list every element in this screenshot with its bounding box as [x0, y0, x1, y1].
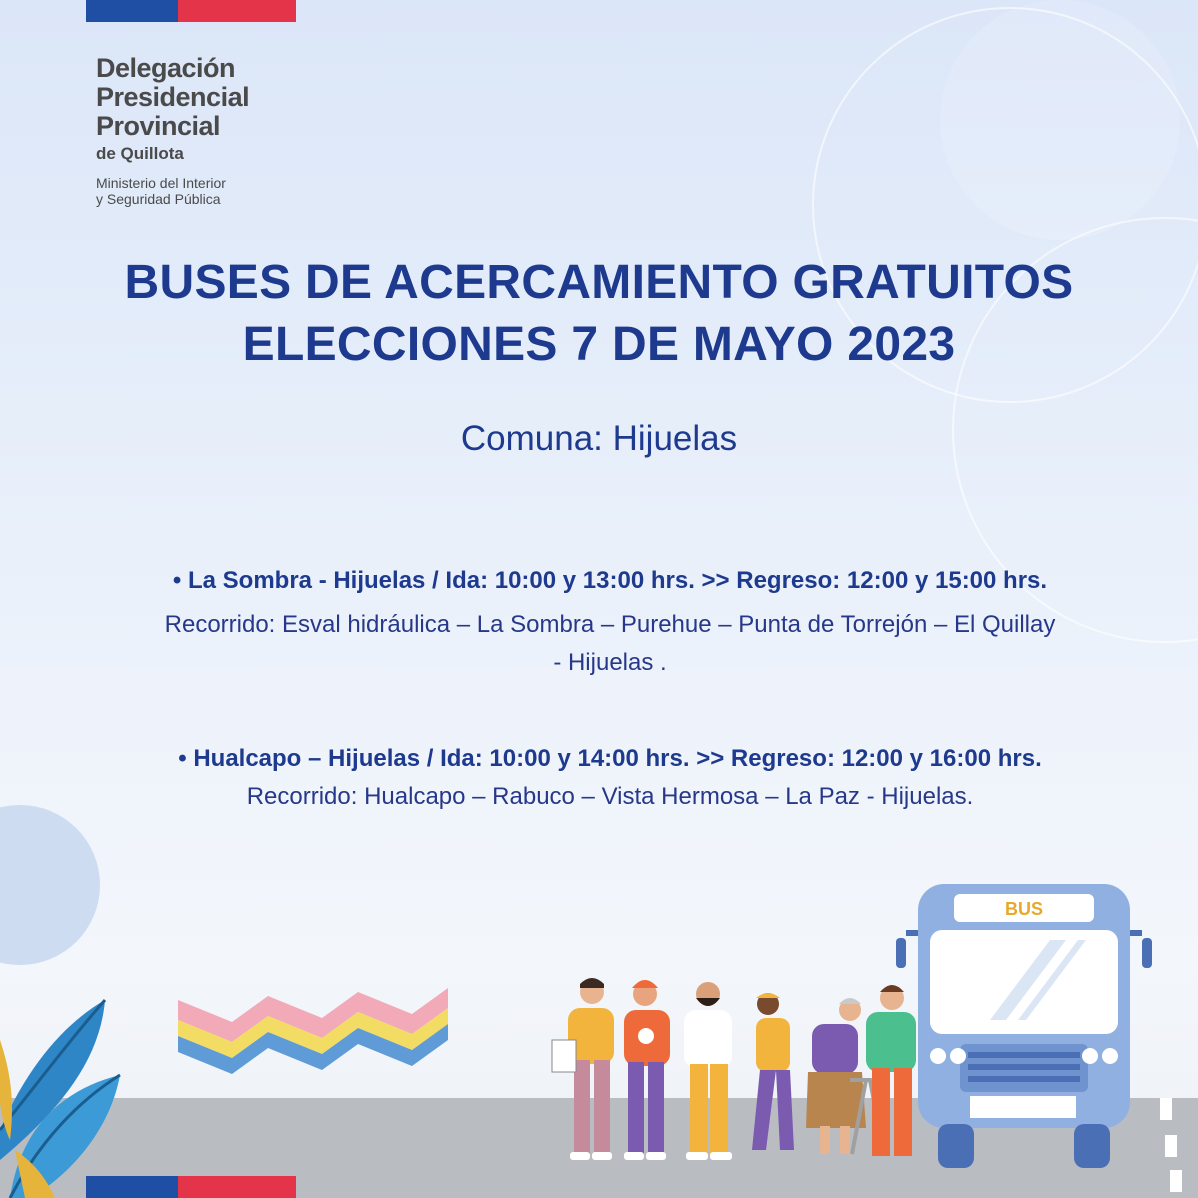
bus-icon: [896, 884, 1152, 1168]
comuna-label: Comuna: Hijuelas: [460, 419, 738, 458]
bus-label: BUS: [1004, 899, 1044, 919]
route-heading: • La Sombra - Hijuelas / Ida: 10:00 y 13:00 hrs. >> Regreso: 12:00 y 15:00 hrs.: [172, 567, 1048, 594]
logo-line-4: de Quillota: [96, 144, 184, 163]
title-line-2: ELECCIONES 7 DE MAYO 2023: [242, 318, 956, 371]
route-description-line-2: - Hijuelas .: [553, 649, 667, 676]
logo-line-2: Presidencial: [96, 82, 250, 112]
route-heading: • Hualcapo – Hijuelas / Ida: 10:00 y 14:00 hrs. >> Regreso: 12:00 y 16:00 hrs.: [178, 745, 1042, 772]
route-description-line-1: Recorrido: Hualcapo – Rabuco – Vista Hermosa – La Paz - Hijuelas.: [246, 783, 974, 810]
logo-line-1: Delegación: [96, 53, 236, 83]
logo-ministry-2: y Seguridad Pública: [96, 191, 221, 207]
logo-ministry-1: Ministerio del Interior: [96, 175, 226, 191]
title-line-1: BUSES DE ACERCAMIENTO GRATUITOS: [124, 256, 1074, 309]
flag-stripe-bottom: [86, 1176, 296, 1198]
ribbon-zigzag-icon: [178, 988, 448, 1074]
route-description-line-1: Recorrido: Esval hidráulica – La Sombra – Purehue – Punta de Torrejón – El Quillay: [164, 611, 1056, 638]
logo-line-3: Provincial: [96, 111, 221, 141]
